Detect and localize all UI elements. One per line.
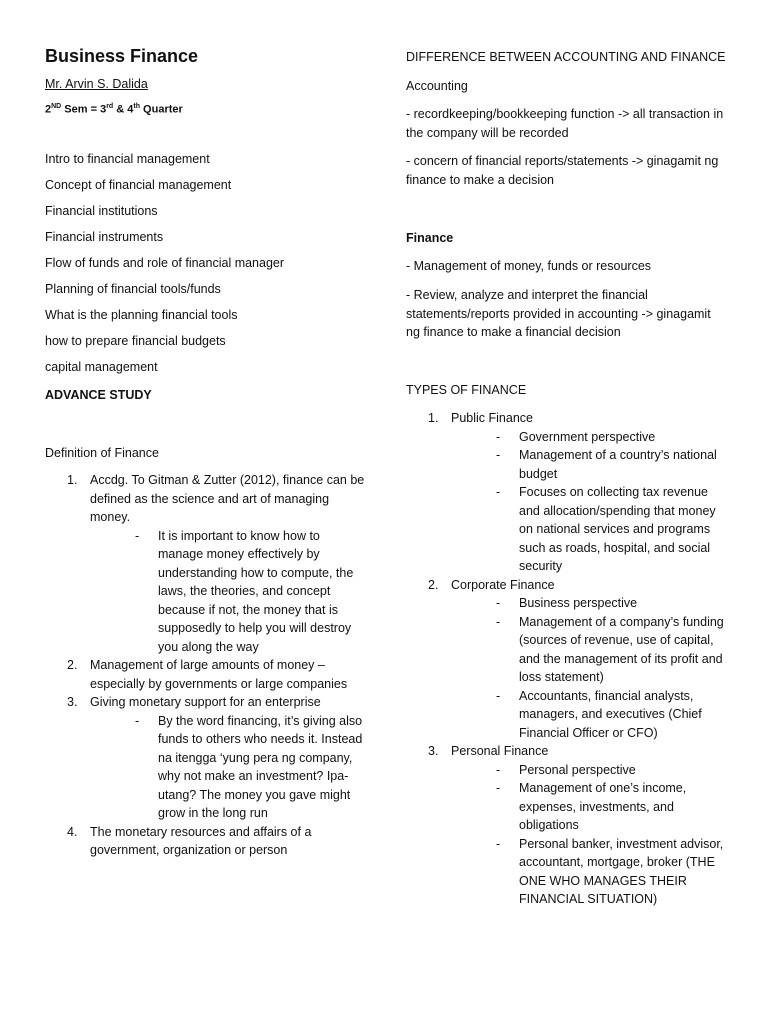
topic-item: Concept of financial management [45, 178, 232, 192]
definition-subitem: - It is important to know how to manage money effectively by understanding how to compute, the laws, the theories, and concept because if not, the money that is supposedly to help you will destroy you along the way [135, 528, 354, 654]
topic-item: What is the planning financial tools [45, 308, 238, 322]
comparison-heading: DIFFERENCE BETWEEN ACCOUNTING AND FINANCE [406, 50, 726, 64]
type-subitem: - Personal perspective [496, 762, 636, 777]
topic-item: Planning of financial tools/funds [45, 282, 221, 296]
accounting-point: - concern of financial reports/statements -> ginagamit ng finance to make a decision [406, 154, 719, 187]
definition-item: 4. The monetary resources and affairs of a government, organization or person [67, 824, 312, 857]
definition-sublist [45, 712, 367, 823]
definitions-list [45, 471, 367, 860]
type-subitem: - Accountants, financial analysts, managers, and executives (Chief Financial Officer or CFO) [496, 688, 702, 740]
type-subitem: - Management of a country’s national budget [496, 448, 717, 481]
type-subitem: - Business perspective [496, 596, 638, 610]
definition-item: 2. Management of large amounts of money – especially by governments or large companies [67, 658, 348, 691]
definition-sublist [45, 527, 367, 657]
semester-line: 2ND Sem = 3rd & 4th Quarter [45, 103, 183, 116]
finance-point: - Review, analyze and interpret the financial statements/reports provided in accounting -> ginagamit ng finance to make a financial decision [406, 288, 711, 339]
type-sublist [406, 594, 731, 742]
type-subitem: - Focuses on collecting tax revenue and allocation/spending that money on national services and programs such as roads, hospital, and social security [496, 485, 716, 573]
type-subitem: - Management of one’s income, expenses, investments, and obligations [496, 781, 687, 832]
finance-label: Finance [406, 231, 454, 245]
type-item: 1. Public Finance [428, 411, 533, 425]
topic-item: Flow of funds and role of financial manager [45, 256, 285, 270]
definition-item: 1. Accdg. To Gitman & Zutter (2012), finance can be defined as the science and art of managing money. [67, 473, 365, 524]
type-item: 3. Personal Finance [428, 744, 549, 758]
accounting-label: Accounting [406, 79, 468, 93]
type-subitem: - Government perspective [496, 429, 656, 444]
type-sublist [406, 428, 731, 576]
finance-point: - Management of money, funds or resources [406, 259, 652, 273]
type-subitem: - Management of a company’s funding (sources of revenue, use of capital, and the management of its profit and loss statement) [496, 614, 724, 684]
topic-item: Intro to financial management [45, 152, 210, 166]
type-subitem: - Personal banker, investment advisor, accountant, mortgage, broker (THE ONE WHO MANAGES THEIR FINANCIAL SITUATION) [496, 836, 724, 906]
type-sublist [406, 761, 731, 909]
advance-study-heading: ADVANCE STUDY [45, 388, 152, 402]
type-item: 2. Corporate Finance [428, 577, 555, 592]
topic-item: Financial institutions [45, 204, 158, 218]
types-heading: TYPES OF FINANCE [406, 383, 527, 397]
author-name: Mr. Arvin S. Dalida [45, 77, 148, 91]
types-list [406, 409, 731, 909]
definition-item: 3. Giving monetary support for an enterprise [67, 695, 321, 709]
topic-item: Financial instruments [45, 230, 164, 244]
topic-item: capital management [45, 360, 158, 374]
topic-item: how to prepare financial budgets [45, 334, 226, 348]
definition-subitem: - By the word financing, it’s giving also funds to others who needs it. Instead na itengga ‘yung pera ng company, why not make an investment? Ipa-utang? The money you gave might grow in the long run [135, 713, 363, 820]
accounting-point: - recordkeeping/bookkeeping function -> all transaction in the company will be recorded [406, 107, 724, 140]
definition-heading: Definition of Finance [45, 446, 159, 460]
document-title: Business Finance [45, 46, 199, 66]
